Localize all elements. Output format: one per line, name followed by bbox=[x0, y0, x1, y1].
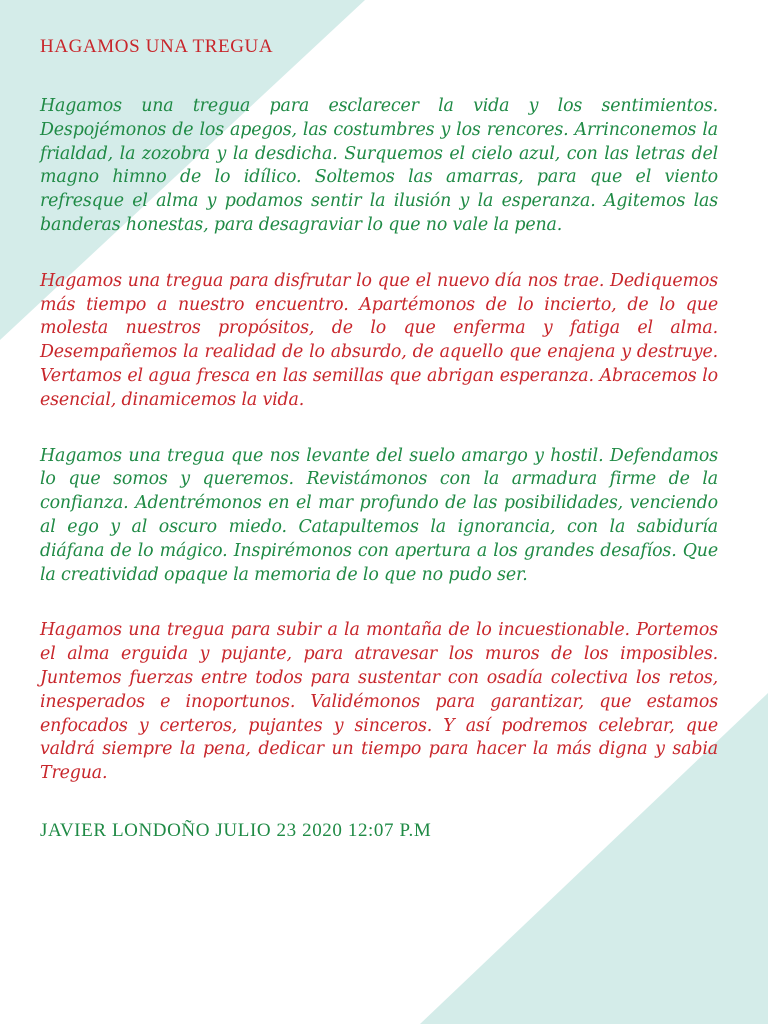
poem-title: HAGAMOS UNA TREGUA bbox=[40, 36, 274, 57]
author-signature: JAVIER LONDOÑO JULIO 23 2020 12:07 P.M bbox=[40, 819, 432, 841]
paragraph-4: Hagamos una tregua para subir a la montaña de lo incuestionable. Portemos el alma erguida y pujante, para atravesar los muros de los imposibles. Juntemos fuerzas entre todos para sustentar con osadía colectiva los retos, inesperados e inoportunos. Validémonos para garantizar, que estamos enfocados y certeros, pujantes y sinceros. Y así podremos celebrar, que valdrá siempre la pena, dedicar un tiempo para hacer la más digna y sabia Tregua. bbox=[40, 620, 718, 784]
paragraph-2: Hagamos una tregua para disfrutar lo que el nuevo día nos trae. Dediquemos más tiempo a nuestro encuentro. Apartémonos de lo incierto, de lo que molesta nuestros propósitos, de lo que enferma y fatiga el alma. Desempañemos la realidad de lo absurdo, de aquello que enajena y destruye. Vertamos el agua fresca en las semillas que abrigan esperanza. Abracemos lo esencial, dinamicemos la vida. bbox=[40, 270, 718, 410]
poem-document bbox=[40, 34, 718, 844]
paragraph-3: Hagamos una tregua que nos levante del suelo amargo y hostil. Defendamos lo que somos y queremos. Revistámonos con la armadura firme de la confianza. Adentrémonos en el mar profundo de las posibilidades, venciendo al ego y al oscuro miedo. Catapultemos la ignorancia, con la sabiduría diáfana de lo mágico. Inspirémonos con apertura a los grandes desafíos. Que la creatividad opaque la memoria de lo que no pudo ser. bbox=[40, 445, 718, 585]
paragraph-1: Hagamos una tregua para esclarecer la vida y los sentimientos. Despojémonos de los apegos, las costumbres y los rencores. Arrinconemos la frialdad, la zozobra y la desdicha. Surquemos el cielo azul, con las letras del magno himno de lo idílico. Soltemos las amarras, para que el viento refresque el alma y podamos sentir la ilusión y la esperanza. Agitemos las banderas honestas, para desagraviar lo que no vale la pena. bbox=[40, 96, 718, 235]
